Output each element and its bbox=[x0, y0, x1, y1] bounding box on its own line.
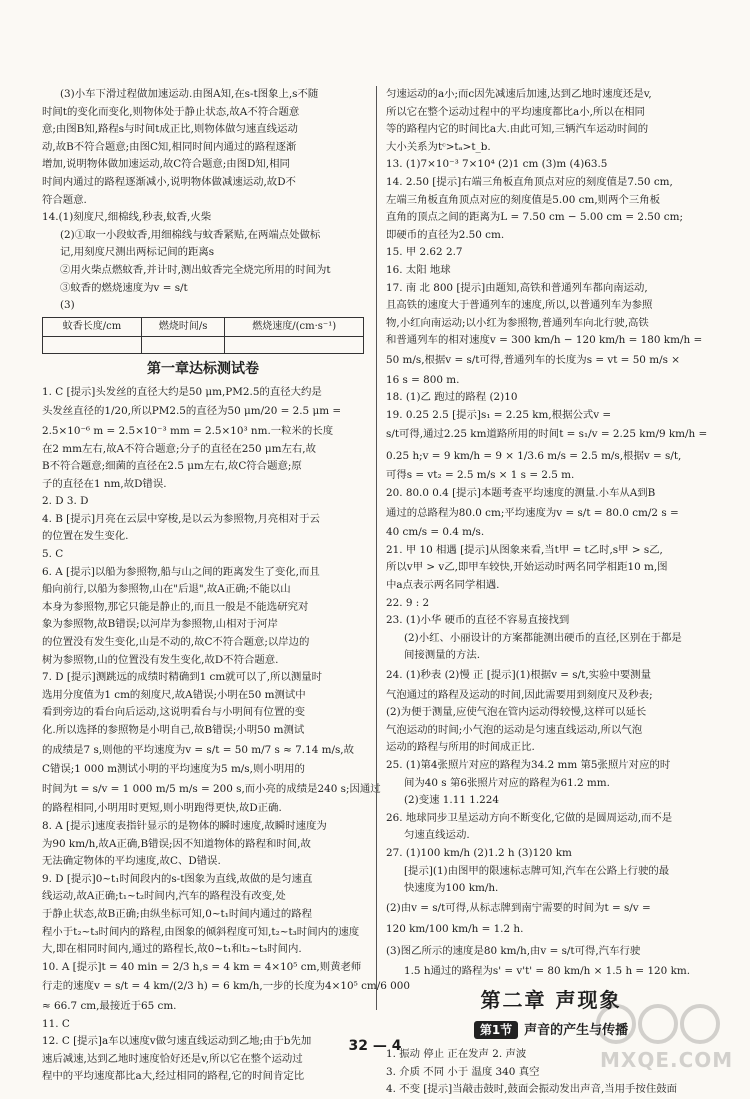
table-row bbox=[43, 336, 364, 353]
watermark-url: MXQE.COM bbox=[600, 1048, 734, 1072]
text-line: 20. 80.0 0.4 [提示]本题考查平均速度的测量.小车从A到B bbox=[386, 487, 656, 500]
table-header-cell: 蚊香长度/cm bbox=[43, 317, 142, 336]
text-line: 于静止状态,故B正确;由纵坐标可知,0~t₁时间内通过的路程 bbox=[42, 907, 312, 920]
formula-line: 时间为t = s/v = 1 000 m/5 m/s = 200 s,而小亮的成绩是240 s;因通过 bbox=[42, 782, 381, 795]
section-title-text: 声音的产生与传播 bbox=[524, 1023, 629, 1039]
text-line: 2. D 3. D bbox=[42, 495, 89, 508]
text-line: 树为参照物,山的位置没有发生变化,故D不符合题意. bbox=[42, 653, 279, 666]
page-number: 32 — 4 bbox=[348, 1038, 402, 1054]
text-line: (2)小红、小丽设计的方案都能测出硬币的直径,区别在于都是 bbox=[404, 631, 682, 644]
text-line: 2.5×10⁻⁶ m = 2.5×10⁻³ mm = 2.5×10³ nm.一粒米的长度 bbox=[42, 424, 334, 437]
formula-line: 的成绩是7 s,则他的平均速度为v = s/t = 50 m/7 s ≈ 7.14 m/s,故 bbox=[42, 743, 354, 756]
chapter-title: 第二章 声现象 bbox=[480, 988, 622, 1013]
text-line: 6. A [提示]以船为参照物,船与山之间的距离发生了变化,而且 bbox=[42, 565, 320, 578]
text-line: 时间t的变化而变化,则物体处于静止状态,故A不符合题意 bbox=[42, 105, 300, 118]
q14-block bbox=[42, 209, 364, 315]
text-line: 气泡通过的路程及运动的时间,因此需要用到刻度尺及秒表; bbox=[386, 688, 653, 701]
text-line: 程小于t₂~t₃时间内的路程,由图象的倾斜程度可知,t₂~t₃时间内的速度 bbox=[42, 925, 360, 938]
text-line: 12. C [提示]a车以速度v做匀速直线运动到乙地;由于b先加 bbox=[42, 1035, 312, 1048]
text-line: 间接测量的方法. bbox=[404, 649, 481, 662]
text-line: 40 cm/s = 0.4 m/s. bbox=[386, 526, 485, 539]
text-line: 的路程相同,小明用时更短,则小明跑得更快,故D正确. bbox=[42, 802, 282, 815]
text-line: 22. 9 : 2 bbox=[386, 596, 430, 609]
text-line: (2)变速 1.11 1.224 bbox=[404, 794, 499, 807]
text-line: 5. C bbox=[42, 548, 64, 561]
text-line: 9. D [提示]0~t₁时间段内的s-t图象为直线,故做的是匀速直 bbox=[42, 872, 313, 885]
text-line: 象为参照物,故B错误;以河岸为参照物,山相对于河岸 bbox=[42, 618, 278, 631]
text-line: 4. B [提示]月亮在云层中穿梭,是以云为参照物,月亮相对于云 bbox=[42, 512, 320, 525]
text-line: 运动的路程与所用的时间成正比. bbox=[386, 741, 535, 754]
text-line: 所以它在整个运动过程中的平均速度都比a小,所以在相同 bbox=[386, 105, 645, 118]
text-line: 线运动,故A正确;t₁~t₂时间内,汽车的路程没有改变,处 bbox=[42, 890, 286, 903]
text-line: 程中的平均速度都比a大,经过相同的路程,它的时间肯定比 bbox=[42, 1070, 305, 1083]
text-line: 匀速运动的a小;而c因先减速后加速,达到乙地时速度还是v, bbox=[386, 88, 652, 100]
formula-line: 24. (1)秒表 (2)慢 正 [提示](1)根据v = s/t,实验中要测量 bbox=[386, 669, 651, 681]
text-line: 即硬币的直径为2.50 cm. bbox=[386, 228, 505, 241]
measurement-table bbox=[42, 317, 364, 354]
table-header-row bbox=[43, 317, 364, 336]
q13-3-block bbox=[42, 86, 364, 209]
text-line: (3)小车下滑过程做加速运动.由图A知,在s-t图象上,s不随 bbox=[60, 88, 319, 100]
text-line: 增加,说明物体做加速运动,故C符合题意;由图D知,相同 bbox=[42, 158, 290, 171]
section-title: 第一章达标测试卷 bbox=[147, 360, 259, 377]
text-line: 动,故B不符合题意;由图C知,相同时间内通过的路程逐渐 bbox=[42, 140, 297, 153]
formula-line: 行走的速度v = s/t = 4 km/(2/3 h) = 6 km/h,一步的长度为4×10⁵ cm/6 000 bbox=[42, 980, 410, 993]
text-line: 1. 振动 停止 正在发声 2. 声波 bbox=[386, 1048, 527, 1061]
text-line: 25. (1)第4张照片对应的路程为34.2 mm 第5张照片对应的时 bbox=[386, 758, 671, 771]
text-line: 14. 2.50 [提示]右端三角板直角顶点对应的刻度值是7.50 cm, bbox=[386, 175, 673, 188]
text-line: 16. 太阳 地球 bbox=[386, 263, 451, 276]
text-line: 14.(1)刻度尺,细棉线,秒表,蚊香,火柴 bbox=[42, 211, 212, 224]
text-line: C错误;1 000 m测试小明的平均速度为5 m/s,则小明用的 bbox=[42, 763, 305, 776]
text-line: 本身为参照物,那它只能是静止的,而且一般是不能选研究对 bbox=[42, 600, 309, 613]
text-line: 意;由图B知,路程s与时间t成正比,则物体做匀速直线运动 bbox=[42, 123, 298, 136]
text-line: 所以v甲 > v乙,即甲车较快,开始运动时两名同学相距10 m,图 bbox=[386, 561, 668, 574]
text-line: (2)为便于测量,应使气泡在管内运动得较慢,这样可以延长 bbox=[386, 706, 647, 719]
text-line: 和普通列车的相对速度v = 300 km/h − 120 km/h = 180 km/h = bbox=[386, 334, 703, 347]
text-line: (3) bbox=[60, 299, 75, 312]
text-line: 匀速直线运动. bbox=[404, 829, 470, 842]
text-line: 26. 地球同步卫星运动方向不断变化,它做的是圆周运动,而不是 bbox=[386, 811, 673, 824]
text-line: 7. D [提示]测跳远的成绩时精确到1 cm就可以了,所以测量时 bbox=[42, 671, 323, 684]
text-line: 10. A [提示]t = 40 min = 2/3 h,s = 4 km = 4×10⁵ cm,则黄老师 bbox=[42, 960, 362, 973]
text-line: (2)①取一小段蚊香,用细棉线与蚊香紧贴,在两端点处做标 bbox=[60, 228, 321, 241]
text-line: 8. A [提示]速度表指针显示的是物体的瞬时速度,故瞬时速度为 bbox=[42, 819, 327, 832]
text-line: 在2 mm左右,故A不符合题意;分子的直径在250 μm左右,故 bbox=[42, 442, 317, 455]
text-line: 化.所以选择的参照物是小明自己,故B错误;小明50 m测试 bbox=[42, 724, 305, 736]
formula-line: (3)图乙所示的速度是80 km/h,由v = s/t可得,汽车行驶 bbox=[386, 944, 641, 957]
formula-line: (2)由v = s/t可得,从标志牌到南宁需要的时间为t = s/v = bbox=[386, 901, 651, 914]
text-line: 等的路程内它的时间比a大.由此可知,三辆汽车运动时间的 bbox=[386, 123, 649, 136]
text-line: 子的直径在1 nm,故D错误. bbox=[42, 477, 167, 490]
text-line: 17. 南 北 800 [提示]由题知,高铁和普通列车都向南运动, bbox=[386, 281, 648, 294]
text-line: 快速度为100 km/h. bbox=[404, 882, 499, 895]
formula-line: 头发丝直径的1/20,所以PM2.5的直径为50 μm/20 = 2.5 μm = bbox=[42, 405, 342, 418]
text-line: 左端三角板直角顶点对应的刻度值是5.00 cm,则两个三角板 bbox=[386, 193, 661, 206]
text-line: 为90 km/h,故A正确,B错误;因不知道物体的路程和时间,故 bbox=[42, 837, 311, 850]
formula-line: 120 km/100 km/h = 1.2 h. bbox=[386, 923, 524, 936]
text-line: 间为40 s 第6张照片对应的路程为61.2 mm. bbox=[404, 776, 610, 789]
text-line: B不符合题意;细菌的直径在2.5 μm左右,故C符合题意;原 bbox=[42, 460, 302, 473]
text-line: ≈ 66.7 cm,最接近于65 cm. bbox=[42, 999, 177, 1012]
text-line: 且高铁的速度大于普通列车的速度,所以,以普通列车为参照 bbox=[386, 299, 653, 312]
text-line: 船向前行,以船为参照物,山在"后退",故A正确;不能以山 bbox=[42, 583, 291, 596]
table-cell bbox=[141, 336, 224, 353]
text-line: 大小关系为tᶜ>tₐ>t_b. bbox=[386, 140, 491, 153]
text-line: 符合题意. bbox=[42, 193, 87, 206]
text-line: ②用火柴点燃蚊香,并计时,测出蚊香完全烧完所用的时间为t bbox=[60, 263, 331, 276]
text-line: 19. 0.25 2.5 [提示]s₁ = 2.25 km,根据公式v = bbox=[386, 408, 612, 421]
text-line: ③蚊香的燃烧速度为v = s/t bbox=[60, 281, 188, 294]
formula-line: 50 m/s,根据v = s/t可得,普通列车的长度为s = vt = 50 m/s × bbox=[386, 353, 680, 366]
text-line: 11. C bbox=[42, 1017, 70, 1030]
text-line: [提示](1)由图甲的限速标志牌可知,汽车在公路上行驶的最 bbox=[404, 864, 670, 877]
text-line: 记,用刻度尺测出两标记间的距离s bbox=[60, 246, 215, 259]
text-line: 16 s = 800 m. bbox=[386, 373, 460, 386]
text-line: 的位置在发生变化. bbox=[42, 530, 129, 543]
text-line: 18. (1)乙 跑过的路程 (2)10 bbox=[386, 391, 518, 404]
text-line: 气泡运动的时间;小气泡的运动是匀速直线运动,所以气泡 bbox=[386, 723, 643, 736]
text-line: 直角的顶点之间的距离为L = 7.50 cm − 5.00 cm = 2.50 cm; bbox=[386, 211, 683, 224]
text-line: 可得s = vt₂ = 2.5 m/s × 1 s = 2.5 m. bbox=[386, 469, 575, 482]
text-line: 物,小红向南运动;以小红为参照物,普通列车向北行驶,高铁 bbox=[386, 316, 649, 329]
text-line: 1.5 h通过的路程为s' = v't' = 80 km/h × 1.5 h = 120 km. bbox=[404, 964, 691, 977]
formula-line: 通过的总路程为80.0 cm;平均速度为v = s/t = 80.0 cm/2 s = bbox=[386, 506, 679, 519]
right-column bbox=[386, 86, 716, 1099]
text-line: 的位置没有发生变化,山是不动的,故C不符合题意;以岸边的 bbox=[42, 636, 310, 649]
watermark-logo-icon bbox=[588, 1000, 728, 1048]
column-divider bbox=[376, 86, 377, 1010]
table-cell bbox=[43, 336, 142, 353]
formula-line: 0.25 h;v = 9 km/h = 9 × 1/3.6 m/s = 2.5 m/s,根据v = s/t, bbox=[386, 449, 682, 462]
text-line: 中a点表示两名同学相遇. bbox=[386, 579, 500, 592]
table-cell bbox=[225, 336, 364, 353]
text-line: 1. C [提示]头发丝的直径大约是50 μm,PM2.5的直径大约是 bbox=[42, 385, 322, 398]
text-line: 大,即在相同时间内,通过的路程长,故0~t₁和t₂~t₃时间内. bbox=[42, 943, 302, 956]
formula-line: s/t可得,通过2.25 km道路所用的时间t = s₁/v = 2.25 km/9 km/h = bbox=[386, 428, 708, 441]
text-line: 23. (1)小华 硬币的直径不容易直接找到 bbox=[386, 614, 570, 627]
text-line: 15. 甲 2.62 2.7 bbox=[386, 246, 463, 259]
text-line: 选用分度值为1 cm的刻度尺,故A错误;小明在50 m测试中 bbox=[42, 688, 306, 701]
text-line: 看到旁边的看台向后运动,这说明看台与小明间有位置的变 bbox=[42, 706, 306, 719]
text-line: 无法确定物体的平均速度,故C、D错误. bbox=[42, 855, 221, 868]
text-line: 时间内通过的路程逐渐减小,说明物体做减速运动,故D不 bbox=[42, 175, 296, 188]
text-line: 速后减速,达到乙地时速度恰好还是v,所以它在整个运动过 bbox=[42, 1052, 303, 1065]
section-badge: 第1节 bbox=[474, 1021, 518, 1039]
answers-block bbox=[386, 86, 716, 980]
watermark bbox=[578, 1000, 738, 1072]
text-line: 4. 不变 [提示]当敲击鼓时,鼓面会振动发出声音,当用手按住鼓面 bbox=[386, 1083, 677, 1096]
text-line: 27. (1)100 km/h (2)1.2 h (3)120 km bbox=[386, 846, 572, 859]
text-line: 21. 甲 10 相遇 [提示]从图象来看,当t甲 = t乙时,s甲 > s乙, bbox=[386, 543, 663, 556]
table-header-cell: 燃烧时间/s bbox=[141, 317, 224, 336]
text-line: 13. (1)7×10⁻³ 7×10⁴ (2)1 cm (3)m (4)63.5 bbox=[386, 158, 608, 171]
table-header-cell: 燃烧速度/(cm·s⁻¹) bbox=[225, 317, 364, 336]
text-line: 3. 介质 不同 小于 温度 340 真空 bbox=[386, 1065, 540, 1078]
